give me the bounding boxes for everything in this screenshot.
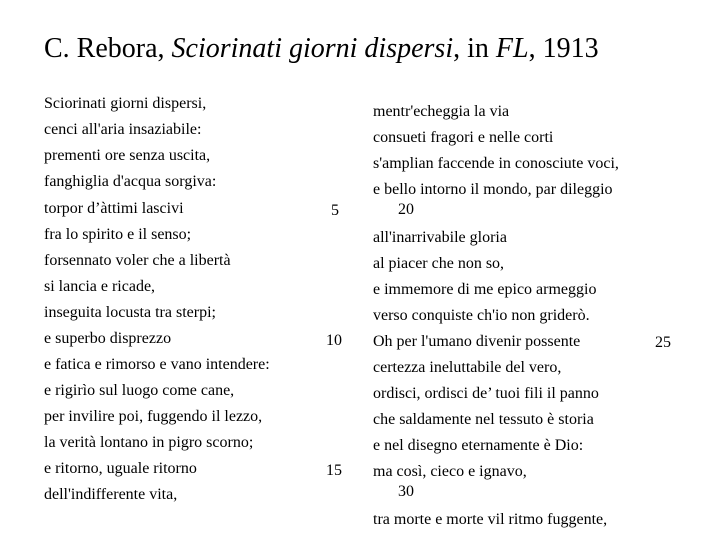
poem-line: e immemore di me epico armeggio <box>373 281 597 298</box>
line-number: 10 <box>326 332 342 349</box>
title-work: Sciorinati giorni dispersi <box>171 33 454 64</box>
poem-line: e nel disegno eternamente è Dio: <box>373 437 584 454</box>
poem-line: Oh per l'umano divenir possente <box>373 333 581 350</box>
poem-line: fra lo spirito e il senso; <box>44 226 192 243</box>
poem-line: mentr'echeggia la via <box>373 103 510 120</box>
poem-line: e superbo disprezzo <box>44 330 172 347</box>
poem-line: prementi ore senza uscita, <box>44 147 211 164</box>
poem-line: consueti fragori e nelle corti <box>373 129 554 146</box>
poem-line: ordisci, ordisci de’ tuoi fili il panno <box>373 385 599 402</box>
title-year: , 1913 <box>528 33 599 64</box>
poem-line: forsennato voler che a libertà <box>44 252 231 269</box>
title-separator: , in <box>453 33 496 64</box>
poem-line: s'amplian faccende in conosciute voci, <box>373 155 619 172</box>
poem-line: tra morte e morte vil ritmo fuggente, <box>373 511 608 528</box>
poem-line: inseguita locusta tra sterpi; <box>44 304 216 321</box>
poem-line-number: 20 <box>398 201 414 218</box>
poem-line: si lancia e ricade, <box>44 278 156 295</box>
poem-line: dell'indifferente vita, <box>44 486 178 503</box>
poem-line: per invilire poi, fuggendo il lezzo, <box>44 408 263 425</box>
title-author: C. Rebora, <box>44 33 172 64</box>
poem-line: e bello intorno il mondo, par dileggio <box>373 181 613 198</box>
poem-line: Sciorinati giorni dispersi, <box>44 95 207 112</box>
poem-line: al piacer che non so, <box>373 255 505 272</box>
poem-line: e rigirìo sul luogo come cane, <box>44 382 235 399</box>
poem-line-number: 30 <box>398 483 414 500</box>
poem-line: e ritorno, uguale ritorno <box>44 460 197 477</box>
poem-line: all'inarrivabile gloria <box>373 229 507 246</box>
poem-line: verso conquiste ch'io non griderò. <box>373 307 590 324</box>
line-number: 15 <box>326 462 342 479</box>
poem-line: che saldamente nel tessuto è storia <box>373 411 594 428</box>
poem-line: fanghiglia d'acqua sorgiva: <box>44 173 217 190</box>
line-number: 5 <box>331 202 339 219</box>
poem-line: la verità lontano in pigro scorno; <box>44 434 254 451</box>
poem-line: torpor d’àttimi lascivi <box>44 200 184 217</box>
poem-line: cenci all'aria insaziabile: <box>44 121 202 138</box>
title-source: FL <box>495 33 529 64</box>
poem-line: ma così, cieco e ignavo, <box>373 463 527 480</box>
poem-line: e fatica e rimorso e vano intendere: <box>44 356 270 373</box>
page-title <box>44 32 599 66</box>
line-number: 25 <box>655 334 671 351</box>
poem-line: certezza ineluttabile del vero, <box>373 359 562 376</box>
